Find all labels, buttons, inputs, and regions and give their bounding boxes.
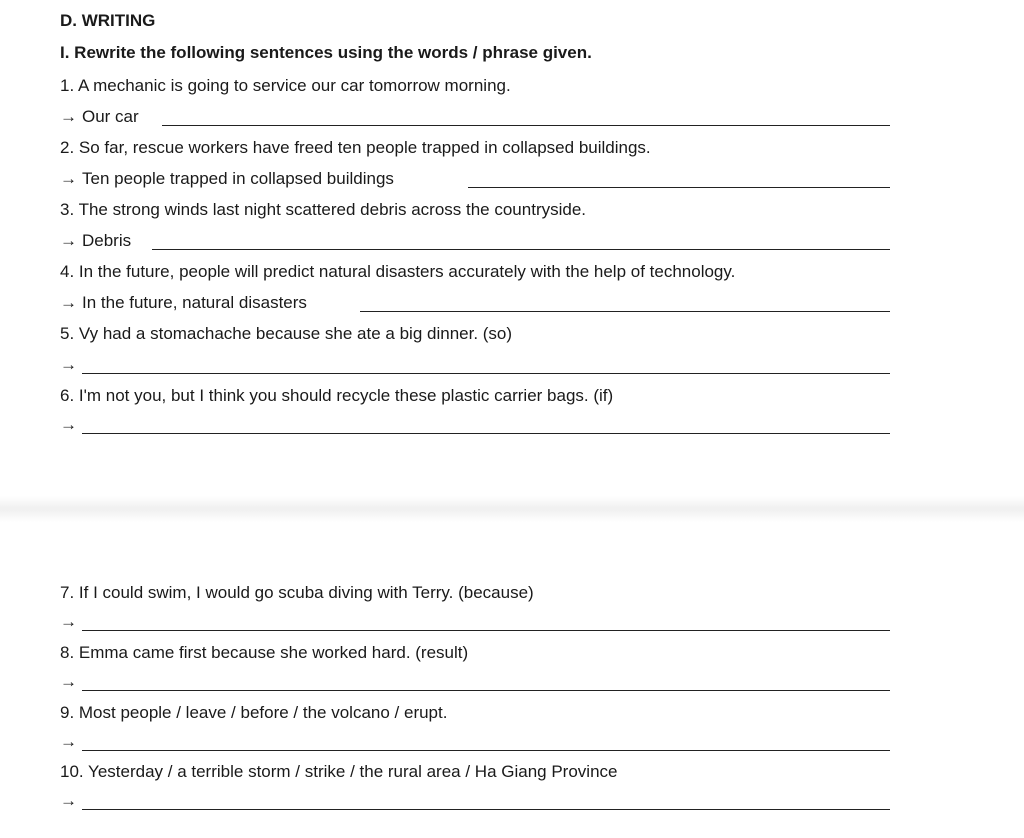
answer-blank-8[interactable] bbox=[82, 690, 890, 691]
section-title: D. WRITING bbox=[60, 11, 156, 30]
question-10: 10. Yesterday / a terrible storm / strike / the rural area / Ha Giang Province bbox=[60, 762, 618, 781]
arrow-icon: → bbox=[60, 107, 77, 126]
answer-blank-9[interactable] bbox=[82, 750, 890, 751]
answer-prompt-3: Debris bbox=[82, 231, 132, 250]
answer-line-6[interactable] bbox=[60, 414, 890, 436]
question-2: 2. So far, rescue workers have freed ten people trapped in collapsed buildings. bbox=[60, 138, 651, 157]
question-4: 4. In the future, people will predict natural disasters accurately with the help of technology. bbox=[60, 262, 736, 281]
answer-prompt-1: Our car bbox=[82, 107, 139, 126]
page-break bbox=[0, 496, 1024, 522]
answer-prompt-4: In the future, natural disasters bbox=[82, 293, 307, 312]
answer-line-2[interactable] bbox=[60, 168, 890, 190]
answer-line-5[interactable] bbox=[60, 354, 890, 376]
arrow-icon: → bbox=[60, 293, 77, 312]
answer-line-9[interactable] bbox=[60, 731, 890, 753]
arrow-icon: → bbox=[60, 612, 77, 631]
answer-line-4[interactable] bbox=[60, 292, 890, 314]
question-8: 8. Emma came first because she worked hard. (result) bbox=[60, 643, 469, 662]
answer-blank-3[interactable] bbox=[152, 249, 890, 250]
arrow-icon: → bbox=[60, 732, 77, 751]
answer-blank-4[interactable] bbox=[360, 311, 890, 312]
answer-blank-10[interactable] bbox=[82, 809, 890, 810]
question-9: 9. Most people / leave / before / the volcano / erupt. bbox=[60, 703, 448, 722]
answer-blank-1[interactable] bbox=[162, 125, 890, 126]
answer-blank-7[interactable] bbox=[82, 630, 890, 631]
arrow-icon: → bbox=[60, 231, 77, 250]
answer-blank-2[interactable] bbox=[468, 187, 890, 188]
answer-line-8[interactable] bbox=[60, 671, 890, 693]
question-1: 1. A mechanic is going to service our car tomorrow morning. bbox=[60, 76, 511, 95]
answer-blank-5[interactable] bbox=[82, 373, 890, 374]
arrow-icon: → bbox=[60, 415, 77, 434]
answer-line-1[interactable] bbox=[60, 106, 890, 128]
answer-line-3[interactable] bbox=[60, 230, 890, 252]
arrow-icon: → bbox=[60, 355, 77, 374]
answer-line-7[interactable] bbox=[60, 611, 890, 633]
question-5: 5. Vy had a stomachache because she ate a big dinner. (so) bbox=[60, 324, 513, 343]
arrow-icon: → bbox=[60, 791, 77, 810]
question-7: 7. If I could swim, I would go scuba diving with Terry. (because) bbox=[60, 583, 534, 602]
answer-blank-6[interactable] bbox=[82, 433, 890, 434]
instruction: I. Rewrite the following sentences using the words / phrase given. bbox=[60, 43, 592, 62]
question-6: 6. I'm not you, but I think you should recycle these plastic carrier bags. (if) bbox=[60, 386, 614, 405]
arrow-icon: → bbox=[60, 169, 77, 188]
answer-line-10[interactable] bbox=[60, 790, 890, 812]
answer-prompt-2: Ten people trapped in collapsed buildings bbox=[82, 169, 394, 188]
arrow-icon: → bbox=[60, 672, 77, 691]
question-3: 3. The strong winds last night scattered debris across the countryside. bbox=[60, 200, 587, 219]
